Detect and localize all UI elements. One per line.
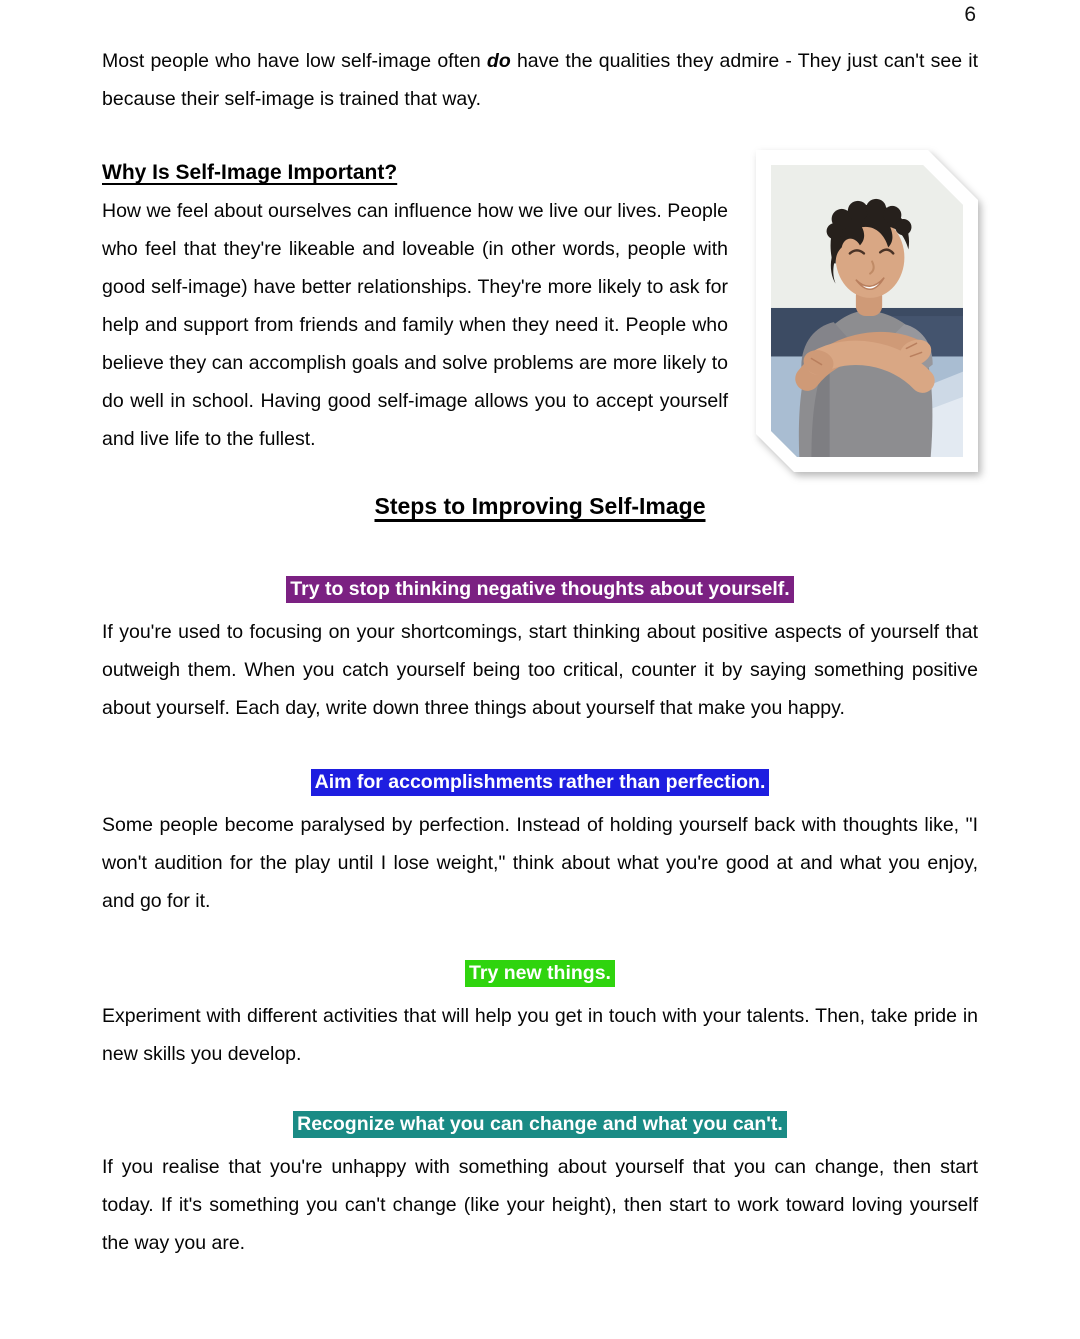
intro-text-start: Most people who have low self-image often [102,50,487,72]
step-title-row [102,1111,978,1138]
step-title-row [102,769,978,796]
step-block-3 [102,960,978,1073]
man-hugging-himself-illustration [771,165,963,457]
step-title-row [102,576,978,603]
step-title-highlight-2: Aim for accomplishments rather than perfection. [311,769,770,796]
step-title-highlight-3: Try new things. [465,960,615,987]
intro-paragraph [102,0,978,118]
steps-heading: Steps to Improving Self-Image [374,493,706,519]
photo-frame [756,150,978,472]
step-block-2 [102,769,978,920]
step-title-row [102,960,978,987]
intro-text-end: have the qualities they admire - They just can't see it because their self-image is trained that way. [102,50,979,110]
step-title-highlight-1: Try to stop thinking negative thoughts about yourself. [286,576,793,603]
step-block-4 [102,1111,978,1262]
intro-bold-word: do [486,50,511,72]
step-body-2: Some people become paralysed by perfection. Instead of holding yourself back with thoughts like, "I won't audition for the play until I lose weight," think about what you're good at and what you enjoy, and go for it. [102,814,978,912]
step-block-1 [102,576,978,727]
steps-heading-row [102,486,978,526]
photo-image [771,165,963,457]
self-hug-photo [756,150,978,472]
step-body-1: If you're used to focusing on your shortcomings, start thinking about positive aspects of yourself that outweigh them. When you catch yourself being too critical, counter it by saying something positive about yourself. Each day, write down three things about yourself that make you happy. [102,621,978,719]
why-section [102,154,978,458]
why-body-paragraph: How we feel about ourselves can influence how we live our lives. People who feel that they're likeable and loveable (in other words, people with good self-image) have better relationships. They're more likely to ask for help and support from friends and family when they need it. People who believe they can accomplish goals and solve problems are more likely to do well in school. Having good self-image allows you to accept yourself and live life to the fullest. [102,200,728,450]
page-number: 6 [964,3,976,26]
step-body-4: If you realise that you're unhappy with something about yourself that you can change, then start today. If it's something you can't change (like your height), then start to work toward loving yourself the way you are. [102,1156,978,1254]
why-heading: Why Is Self-Image Important? [102,161,398,184]
step-body-3: Experiment with different activities that will help you get in touch with your talents. Then, take pride in new skills you develop. [102,1005,978,1065]
step-title-highlight-4: Recognize what you can change and what you can't. [293,1111,787,1138]
